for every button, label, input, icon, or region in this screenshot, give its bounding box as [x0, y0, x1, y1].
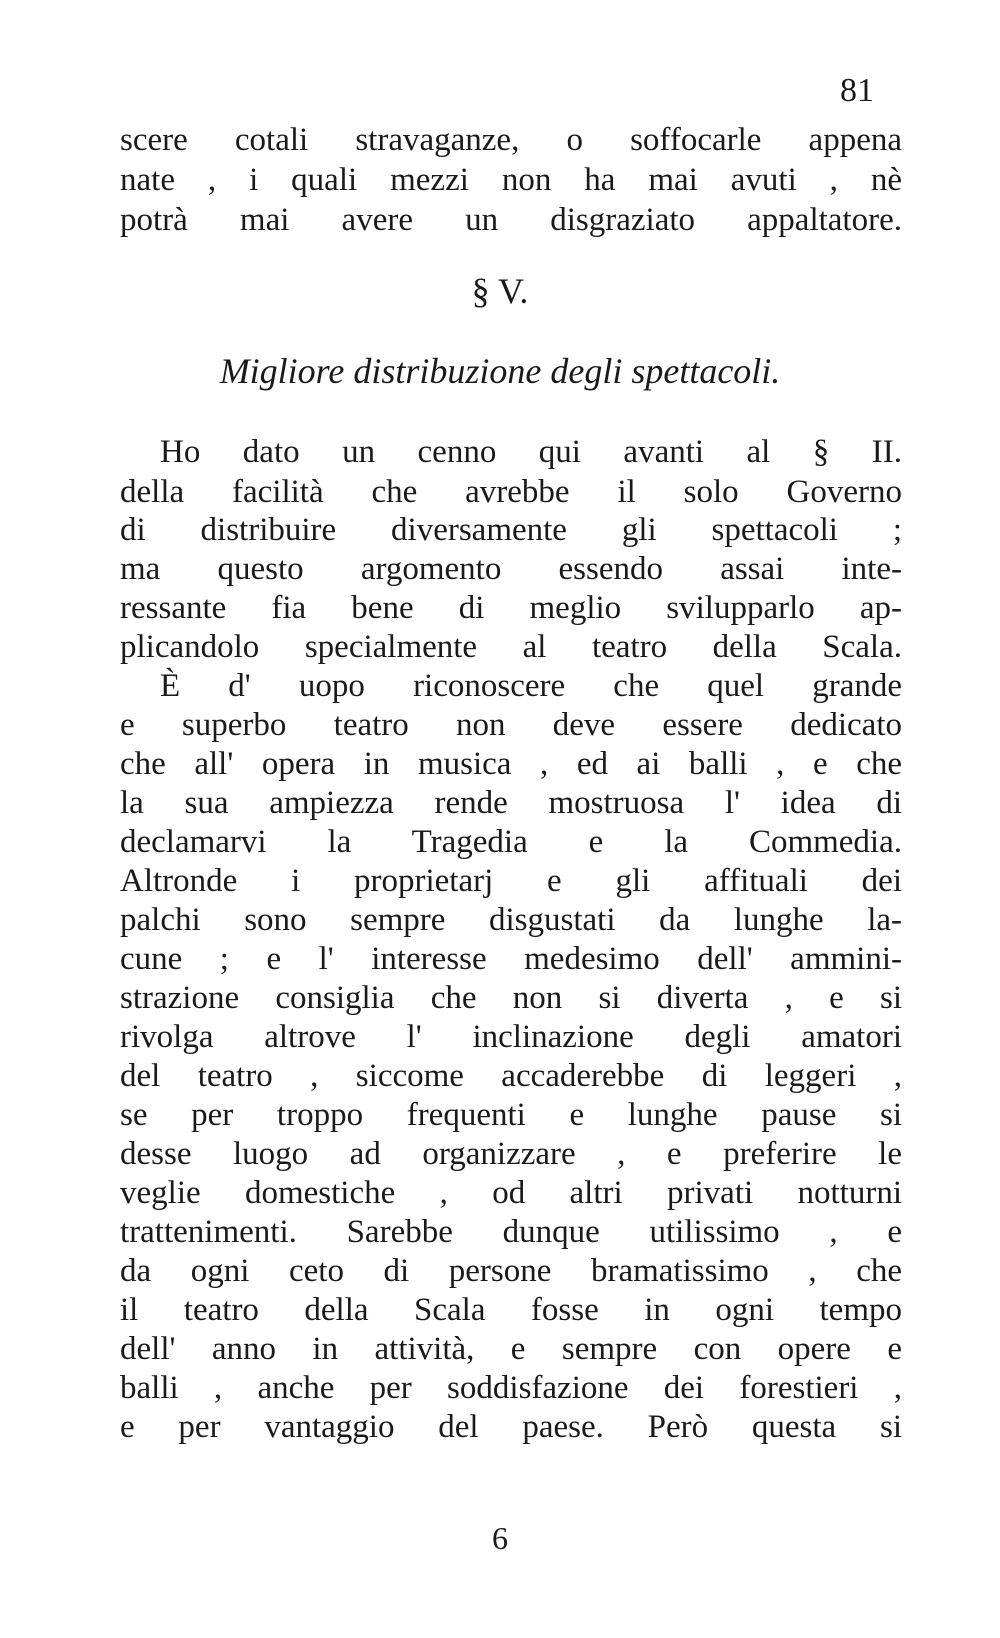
section-heading: § V. [471, 271, 529, 311]
text-line: Altronde i proprietarj e gli affituali dei [120, 863, 902, 899]
text-line: e superbo teatro non deve essere dedicato [120, 707, 902, 743]
section-title: Migliore distribuzione degli spettacoli. [219, 351, 781, 391]
text-line: scere cotali stravaganze, o soffocarle appena [120, 122, 902, 158]
text-line: ma questo argomento essendo assai inte- [120, 551, 902, 587]
text-line: veglie domestiche , od altri privati notturni [120, 1175, 902, 1211]
text-line: strazione consiglia che non si diverta , e si [120, 980, 902, 1016]
text-line: nate , i quali mezzi non ha mai avuti , nè [120, 162, 902, 198]
text-line: il teatro della Scala fosse in ogni tempo [120, 1292, 902, 1328]
text-line: la sua ampiezza rende mostruosa l' idea di [120, 785, 902, 821]
signature-mark: 6 [492, 1520, 508, 1556]
text-line: della facilità che avrebbe il solo Governo [120, 474, 902, 510]
text-line: rivolga altrove l' inclinazione degli amatori [120, 1019, 902, 1055]
text-line: ressante fia bene di meglio svilupparlo ap- [120, 590, 902, 626]
text-line: da ogni ceto di persone bramatissimo , che [120, 1253, 902, 1289]
text-line: declamarvi la Tragedia e la Commedia. [120, 824, 902, 860]
text-line: del teatro , siccome accaderebbe di leggeri , [120, 1058, 902, 1094]
paragraph-first-line: Ho dato un cenno qui avanti al § II. [160, 434, 902, 470]
text-line: desse luogo ad organizzare , e preferire le [120, 1136, 902, 1172]
text-line: se per troppo frequenti e lunghe pause si [120, 1097, 902, 1133]
page-number: 81 [840, 72, 874, 109]
text-line: che all' opera in musica , ed ai balli , e che [120, 746, 902, 782]
text-line: dell' anno in attività, e sempre con opere e [120, 1331, 902, 1367]
text-line: cune ; e l' interesse medesimo dell' ammini- [120, 941, 902, 977]
text-line: trattenimenti. Sarebbe dunque utilissimo , e [120, 1214, 902, 1250]
paragraph-first-line: È d' uopo riconoscere che quel grande [160, 668, 902, 704]
text-line: di distribuire diversamente gli spettacoli ; [120, 512, 902, 548]
text-line: e per vantaggio del paese. Però questa si [120, 1409, 902, 1445]
text-line: balli , anche per soddisfazione dei forestieri , [120, 1370, 902, 1406]
text-line: palchi sono sempre disgustati da lunghe la- [120, 902, 902, 938]
text-line: potrà mai avere un disgraziato appaltatore. [120, 202, 902, 238]
text-line: plicandolo specialmente al teatro della Scala. [120, 629, 902, 665]
